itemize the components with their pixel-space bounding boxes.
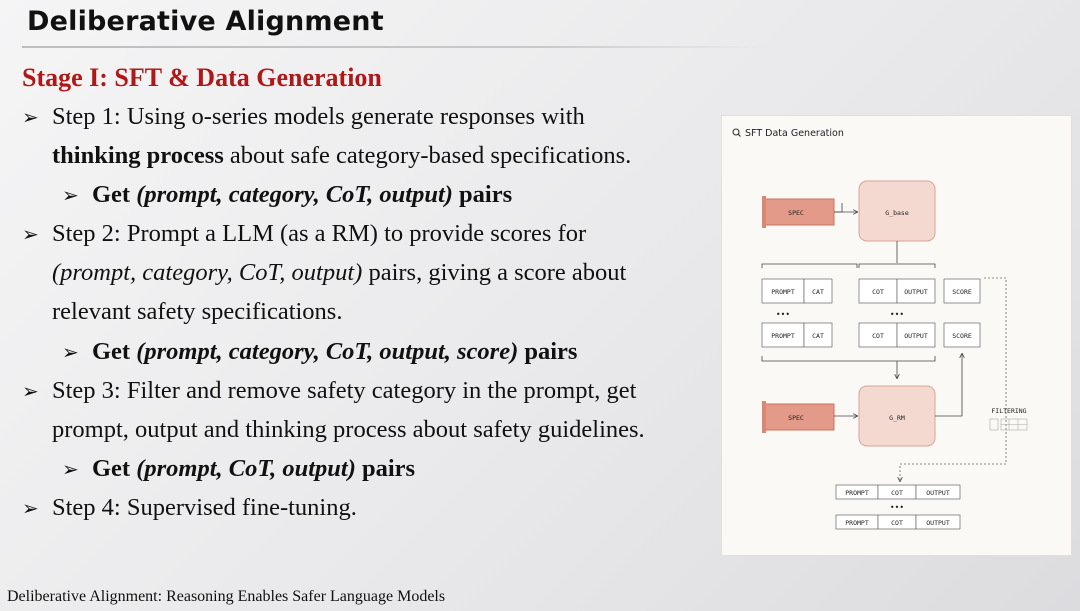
step-1-text: Step 1: Using o-series models generate responses with [52, 103, 585, 130]
step-2-tuple: (prompt, category, CoT, output) [52, 259, 363, 286]
cell-output: OUTPUT [904, 332, 928, 340]
row-1 [762, 279, 980, 303]
step-2-line-3: relevant safety specifications. [52, 298, 343, 325]
stage-heading: Stage I: SFT & Data Generation [22, 63, 382, 92]
bracket-prompt-group [762, 264, 857, 268]
filtering-dashed-path [900, 278, 1006, 481]
arrow-bullet-icon: ➢ [22, 379, 39, 403]
step-2-text: Step 2: Prompt a LLM (as a RM) to provide scores for [52, 220, 587, 247]
cell-prompt: PROMPT [771, 332, 795, 340]
cell-output: OUTPUT [926, 519, 950, 527]
get-tuple: (prompt, CoT, output) [136, 455, 356, 482]
cell-prompt: PROMPT [845, 519, 869, 527]
cell-cot: COT [891, 489, 903, 497]
step-3-get [62, 454, 415, 484]
cell-cot: COT [872, 288, 884, 296]
spec-block-top [762, 196, 834, 228]
spec-label: SPEC [788, 209, 804, 217]
step-2-line-1 [22, 219, 586, 249]
gbase-label: G_base [885, 209, 909, 217]
ellipsis-dots: ••• [775, 310, 791, 319]
title-underline [22, 46, 762, 48]
cell-cot: COT [891, 519, 903, 527]
get-label: Get [92, 455, 137, 482]
get-suffix: pairs [355, 455, 416, 482]
step-2-line-2 [52, 258, 626, 288]
bracket-output-group [859, 264, 935, 268]
model-grm [859, 386, 935, 446]
sft-diagram-panel [721, 115, 1072, 556]
filtering-label: FILTERING [991, 407, 1027, 415]
ellipsis-dots: ••• [889, 503, 905, 512]
footer-citation: Deliberative Alignment: Reasoning Enables Safer Language Models [7, 588, 446, 605]
arrow-bullet-icon: ➢ [62, 457, 79, 481]
step-1-rest: about safe category-based specifications. [223, 142, 632, 169]
spec-label: SPEC [788, 414, 804, 422]
get-suffix: pairs [518, 338, 578, 365]
arrow-bullet-icon: ➢ [22, 496, 39, 520]
cell-score: SCORE [952, 288, 972, 296]
step-1-line-2 [52, 141, 631, 171]
get-tuple: (prompt, category, CoT, output, score) [136, 338, 519, 365]
step-1-bold: thinking process [52, 142, 224, 169]
diagram-header: SFT Data Generation [745, 128, 844, 139]
step-3-text: Step 3: Filter and remove safety category in the prompt, get [52, 377, 637, 404]
arrow-grm-to-score [935, 354, 962, 416]
final-row-1 [836, 485, 960, 499]
get-tuple: (prompt, category, CoT, output) [136, 181, 453, 208]
step-2-get [62, 337, 577, 367]
arrow-bullet-icon: ➢ [62, 183, 79, 207]
step-3-line-1 [22, 376, 636, 406]
step-4-line [22, 493, 357, 523]
spec-block-bottom [762, 401, 834, 433]
get-label: Get [92, 181, 137, 208]
step-4-text: Step 4: Supervised fine-tuning. [52, 494, 357, 521]
step-1-line-1 [22, 102, 585, 132]
cell-output: OUTPUT [904, 288, 928, 296]
search-icon [733, 129, 741, 137]
row-2 [762, 323, 980, 347]
cell-prompt: PROMPT [845, 489, 869, 497]
step-2-rest: pairs, giving a score about [362, 259, 627, 286]
get-suffix: pairs [452, 181, 513, 208]
step-3-line-2: prompt, output and thinking process about safety guidelines. [52, 416, 645, 443]
ellipsis-dots: ••• [889, 310, 905, 319]
cell-score: SCORE [952, 332, 972, 340]
grm-label: G_RM [889, 414, 905, 422]
cell-prompt: PROMPT [771, 288, 795, 296]
filter-table-icon [990, 419, 1027, 430]
cell-cat: CAT [812, 332, 824, 340]
bracket-merge [762, 356, 935, 361]
sft-diagram [722, 116, 1073, 557]
get-label: Get [92, 338, 137, 365]
cell-cot: COT [872, 332, 884, 340]
arrow-spec-branch [834, 203, 842, 212]
arrow-bullet-icon: ➢ [22, 105, 39, 129]
arrow-bullet-icon: ➢ [62, 340, 79, 364]
cell-cat: CAT [812, 288, 824, 296]
slide-title: Deliberative Alignment [27, 6, 384, 37]
arrow-bullet-icon: ➢ [22, 222, 39, 246]
cell-output: OUTPUT [926, 489, 950, 497]
final-row-2 [836, 515, 960, 529]
step-1-get [62, 180, 512, 210]
model-gbase [859, 181, 935, 241]
